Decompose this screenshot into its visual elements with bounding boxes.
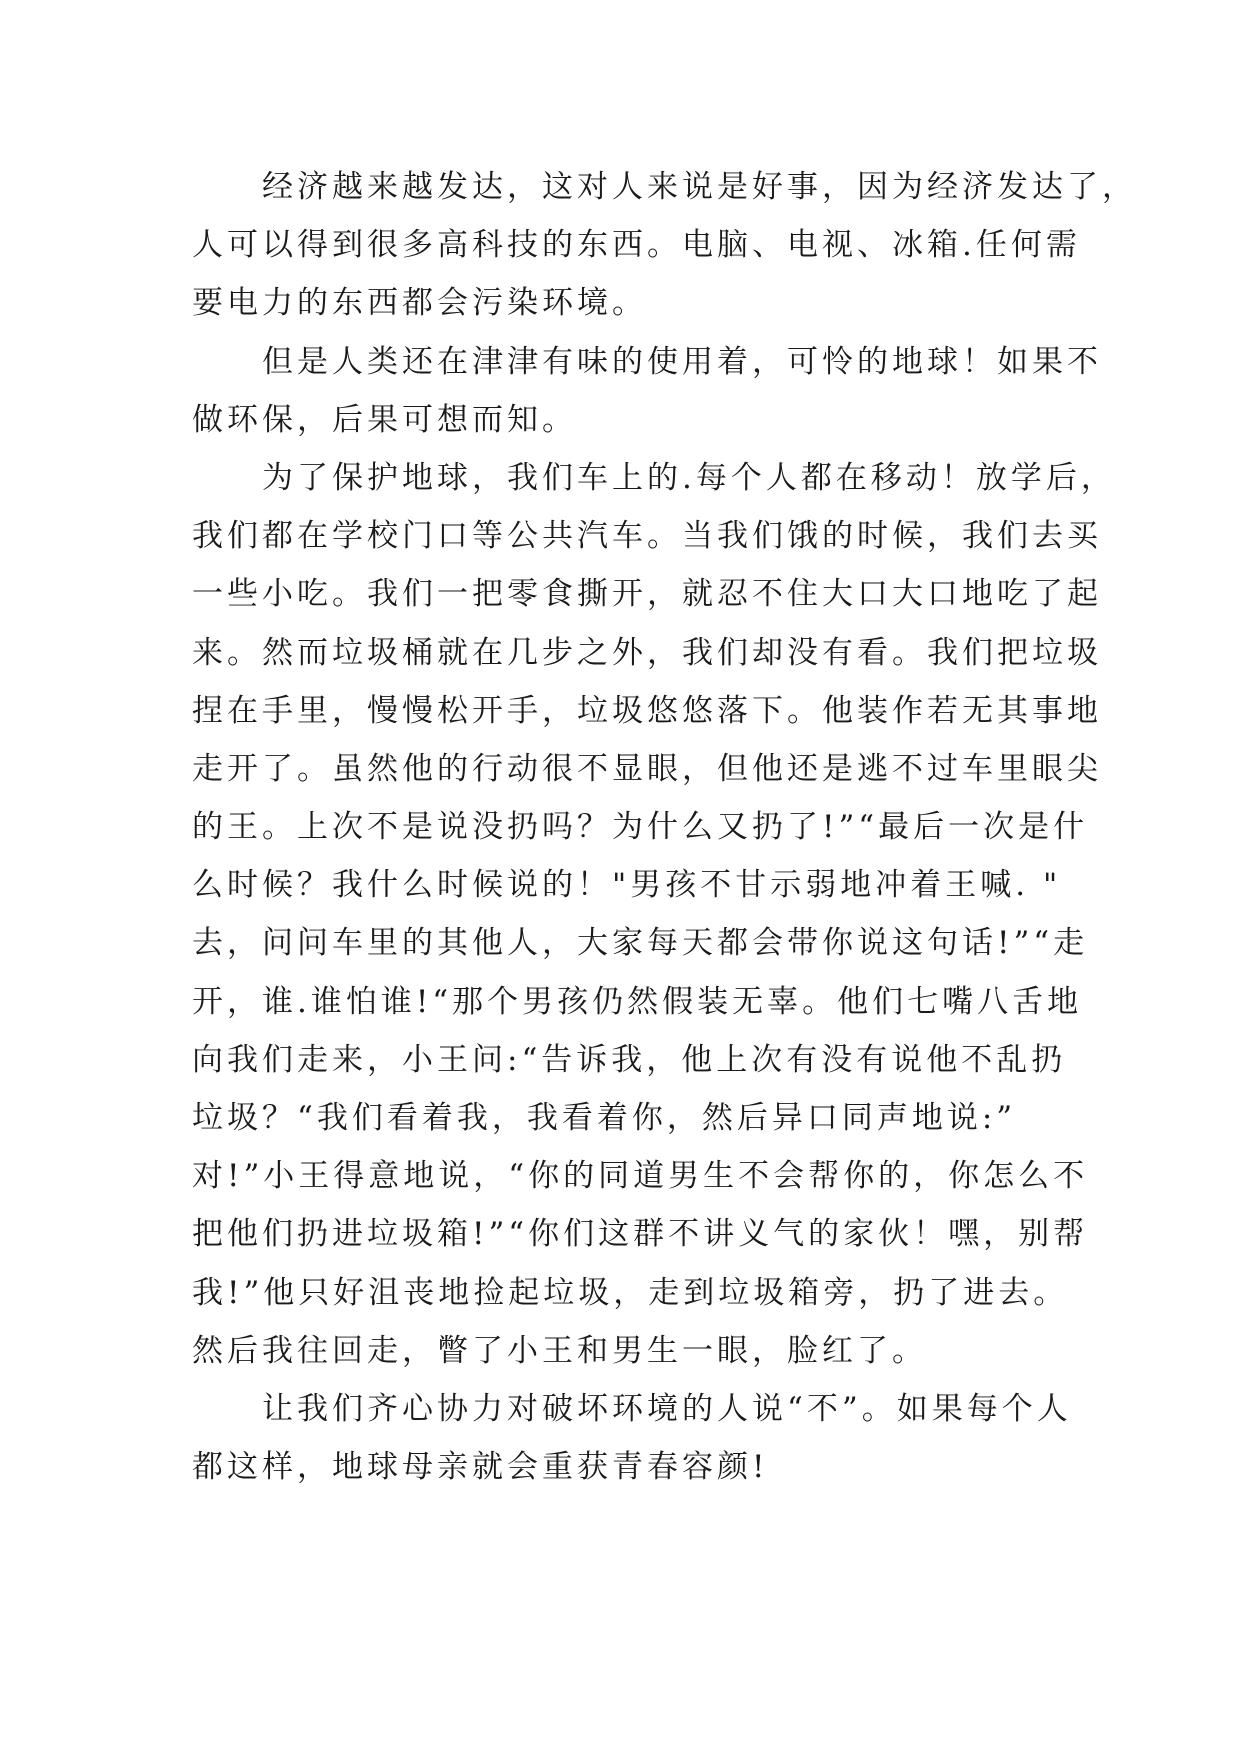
text-line: 去，问问车里的其他人，大家每天都会带你说这句话!”“走 (192, 925, 1089, 962)
text-line: 要电力的东西都会污染环境。 (192, 285, 647, 322)
text-line: 都这样，地球母亲就会重获青春容颜! (192, 1449, 769, 1486)
text-line: 我!”他只好沮丧地捡起垃圾，走到垃圾箱旁，扔了进去。 (192, 1274, 1069, 1311)
text-line: 经济越来越发达，这对人来说是好事，因为经济发达了， (192, 169, 1137, 205)
text-line: 我们都在学校门口等公共汽车。当我们饿的时候，我们去买 (192, 518, 1102, 555)
text-line: 捏在手里，慢慢松开手，垃圾悠悠落下。他装作若无其事地 (192, 692, 1102, 729)
text-line: 把他们扔进垃圾箱!”“你们这群不讲义气的家伙！嘿，别帮 (192, 1216, 1089, 1253)
text-line: 的王。上次不是说没扔吗？为什么又扔了!”“最后一次是什 (192, 809, 1089, 846)
text-line: 为了保护地球，我们车上的.每个人都在移动！放学后， (192, 459, 1116, 496)
text-line: 么时候？我什么时候说的！"男孩不甘示弱地冲着王喊. " (192, 867, 1062, 904)
text-line: 让我们齐心协力对破坏环境的人说“不”。如果每个人 (192, 1390, 1072, 1427)
text-line: 但是人类还在津津有味的使用着，可怜的地球！如果不 (192, 343, 1102, 380)
text-line: 垃圾？“我们看着我，我看着你，然后异口同声地说:” (192, 1100, 1017, 1136)
essay-body (192, 158, 1137, 1496)
text-line: 走开了。虽然他的行动很不显眼，但他还是逃不过车里眼尖 (192, 750, 1102, 787)
text-line: 一些小吃。我们一把零食撕开，就忍不住大口大口地吃了起 (192, 576, 1102, 613)
text-line: 向我们走来，小王问:“告诉我，他上次有没有说他不乱扔 (192, 1041, 1067, 1078)
text-line: 对!”小王得意地说，“你的同道男生不会帮你的，你怎么不 (192, 1158, 1089, 1195)
text-line: 做环保，后果可想而知。 (192, 401, 577, 438)
text-line: 开，谁.谁怕谁!“那个男孩仍然假装无辜。他们七嘴八舌地 (192, 983, 1083, 1020)
text-line: 人可以得到很多高科技的东西。电脑、电视、冰箱.任何需 (192, 227, 1081, 264)
text-line: 来。然而垃圾桶就在几步之外，我们却没有看。我们把垃圾 (192, 634, 1102, 671)
text-line: 然后我往回走，瞥了小王和男生一眼，脸红了。 (192, 1332, 927, 1369)
